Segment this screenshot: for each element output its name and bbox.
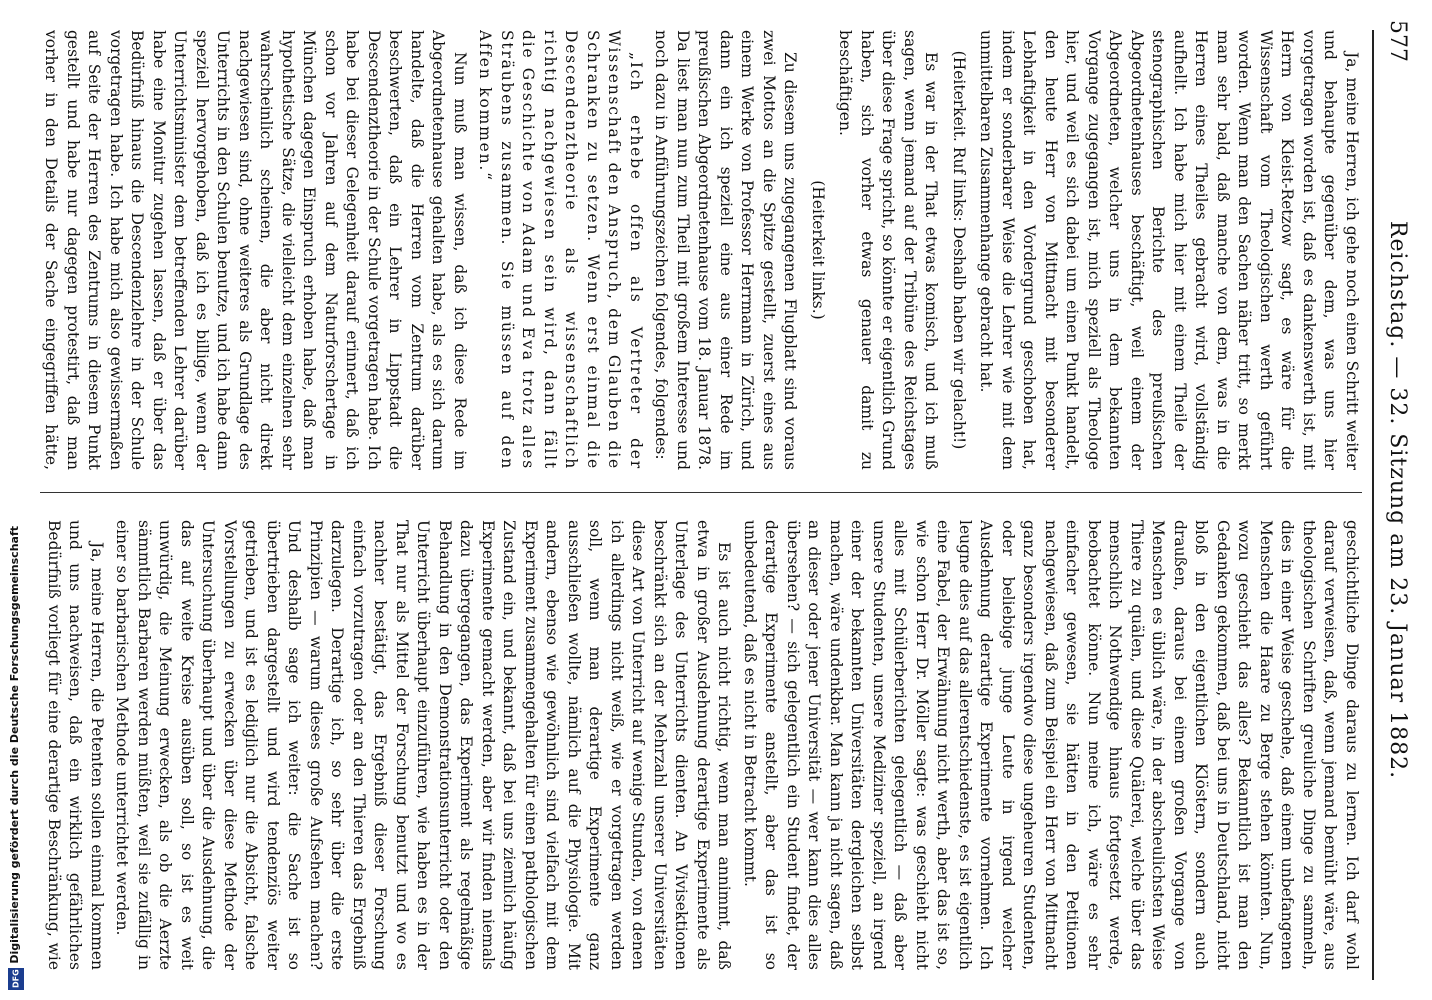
interjection: (Heiterkeit links.) <box>809 180 827 320</box>
quotation: „Ich erhebe offen als Vertreter der Wissenschaft den Anspruch, dem Glauben die Schranken zu setzen. Wenn erst einmal die Descendenztheorie als wissenschaftlich richtig nachgewiesen sein wird, dann fällt die Geschichte von Adam und Eva trotz alles Sträubens zusammen. Sie müssen auf den Affen kommen.“ <box>476 30 645 470</box>
page-title: Reichstag. — 32. Sitzung am 23. Januar 1882. <box>1385 220 1410 780</box>
paragraph: geschichtliche Dinge daraus zu lernen. Ich darf wohl darauf verweisen, daß, wenn jemand bemüht wäre, aus theologischen Schriften greuliche Dinge zu sammeln, dies in einer Weise geschehe, daß einem unbefangenen Menschen die Haare zu Berge stehen könnten. Nun, wozu geschieht das alles? Bekanntlich ist man den Gedanken gekommen, daß bei uns in Deutschland, nicht bloß in den eigentlichen Klöstern, sondern auch draußen, daraus bei einem großen Vorgange von Menschen es üblich wäre, in der abscheulichsten Weise Thiere zu quälen, und diese Quälerei, welche über das menschlich Nothwendige hinaus fortgesetzt werde, beobachtet könne. Nun meine ich, wäre es sehr einfacher gewesen, sie hätten in den Petitionen nachgewiesen, daß zum Beispiel ein Herr von Mittnacht ganz besonders irgendwo diese ungeheuren Studenten, oder beliebige junge Leute in irgend welcher Ausdehnung derartige Experimente vornehmen. Ich leugne dies auf das allerentschiedenste, es ist eigentlich eine Fabel, der Erwähnung nicht werth, aber das ist so, wie schon Herr Dr. Möller sagte: was geschieht nicht alles mit Schülerberichten gelegentlich — daß aber unsere Studenten, unsere Mediziner speziell, an irgend einer der bekannten Universitäten dergleichen selbst machen, wäre undenkbar. Man kann ja nicht sagen, daß an dieser oder jener Universität — wer kann dies alles übersehen? — sich gelegentlich ein Student findet, der derartige Experimente anstellt, aber das ist so unbedeutend, daß es nicht in Betracht kommt. <box>741 520 1361 970</box>
left-column <box>40 30 1362 470</box>
paragraph: Ja, meine Herren, die Petenten sollen einmal kommen und uns nachweisen, daß ein wirklich gefährliches Bedürfniß vorliegt für eine derartige Beschränkung, wie <box>45 520 106 970</box>
paragraph: Es ist auch nicht richtig, wenn man annimmt, daß etwa in großer Ausdehnung derartige Experimente als Unterlage des Unterrichts dienten. An Vivisektionen beschränkt sich an der Mehrzahl unserer Universitäten diese Art von Unterricht auf wenige Stunden, von denen ich allerdings nicht weiß, wie er vorgetragen werden soll, wenn man derartige Experimente ganz ausschließen wollte, nämlich auf die Physiologie. Mit andern, ebenso wie gewöhnlich sind vielfach mit dem Experiment zusammengehalten für einen pathologischen Zustand ein, und bekannt, daß bei uns ziemlich häufig Experimente gemacht werden, aber wir finden niemals dazu übergegangen, das Experiment als regelmäßige Behandlung in den Demonstrationsunterricht oder den Unterricht überhaupt einzuführen, wie haben es in der That nur als Mittel der Forschung benutzt und wo es nachher bestätigt, das Ergebniß dieser Forschung einfach vorzutragen oder an den Thieren das Ergebniß darzulegen. Derartige ich, so sehr über die erste Prinzipien — warum dieses große Aufsehen machen? Und deshalb sage ich weiter: die Sache ist so übertrieben dargestellt und wird tendenziös weiter getrieben, und ist es lediglich nur die Absicht, falsche Vorstellungen zu erwecken über diese Methode der Untersuchung überhaupt und über die Ausdehnung, die das auf weite Kreise ausüben soll, so ist es weit unwürdig, die Meinung erwecken, als ob die Aerzte sämmtlich Barbaren werden müßten, weil sie zufällig in einer so barbarischen Methode unterrichtet werden. <box>113 520 734 970</box>
paragraph: Nun muß man wissen, daß ich diese Rede im Abgeordnetenhause gehalten habe, als es sich darum handelte, daß die Herren vom Zentrum darüber beschwerten, daß ein Lehrer in Lippstadt die Descendenztheorie in der Schule vorgetragen habe. Ich habe bei dieser Gelegenheit darauf erinnert, daß ich schon vor Jahren auf dem Naturforschertage in München dagegen Einspruch erhoben habe, daß man hypothetische Sätze, die vielleicht dem einzelnen sehr wahrscheinlich scheinen, die aber nicht direkt nachgewiesen sind, ohne weiteres als Grundlage des Unterrichts in den Schulen benutze, und ich habe dann speziell hervorgehoben, daß ich es billige, wenn der Unterrichtsminister dem betreffenden Lehrer darüber habe eine Monitur zugehen lassen, daß er über das Bedürfniß hinaus die Descendenzlehre in der Schule vorgetragen habe. Ich habe mich also gewissermaßen auf Seite der Herren des Zentrums in diesem Punkt gestellt und habe nur dagegen protestirt, daß man vorher in den Details der Sache eingegriffen hätte, <box>42 30 469 470</box>
page-number: 577 <box>1385 20 1410 62</box>
paragraph: Es war in der That etwas komisch, und ich muß sagen, wenn jemand auf der Tribüne des Reichstages über diese Frage spricht, so könnte er eigentlich Grund haben, sich vorher etwas genauer damit zu beschäftigen. <box>836 30 941 470</box>
column-divider <box>40 492 1362 493</box>
digitization-credit <box>6 526 28 990</box>
credit-text: Digitalisierung gefördert durch die Deutsche Forschungsgemeinschaft <box>8 526 21 964</box>
page-header <box>1376 0 1416 1000</box>
paragraph: Zu diesem uns zugegangenen Flugblatt sind voraus zwei Mottos an die Spitze gestellt, zuerst eines aus einem Werke von Professor Herrmann in Zürich, und dann ein ich speziell eine aus einer Rede im preußischen Abgeordnetenhause vom 18. Januar 1878. Da liest man nun zum Theil mit großem Interesse und noch dazu in Anführungszeichen folgendes, folgendes: <box>652 30 800 470</box>
paragraph: Ja, meine Herren, ich gehe noch einen Schritt weiter und behaupte gegenüber dem, was uns hier vorgetragen worden ist, daß es dankenswerth ist, mit Herrn von Kleist-Retzow sagt, es wäre für die Wissenschaft vom Theologischen werth geführt worden. Wenn man den Sachen näher tritt, so merkt man sehr bald, daß manche von dem, was in die Herren eines Theiles gebracht wird, vollständig aufhellt. Ich habe mich hier mit einem Theile der stenographischen Berichte des preußischen Abgeordnetenhauses beschäftigt, weil einem der Abgeordneten, welcher uns in dem bekannten Vorgange zugegangen ist, mich speziell als Theologe hier, und weil es sich dabei um einen Punkt handelt, den heute Herr von Mittnacht mit besonderer Lebhaftigkeit in den Vordergrund geschoben hat, indem er sonderbarer Weise die Lehrer wie mit dem unmittelbaren Zusammenhange gebracht hat. <box>977 30 1361 470</box>
right-column <box>40 520 1362 970</box>
dfg-logo: DFG <box>8 968 24 990</box>
header-rule <box>1372 30 1374 980</box>
interjection: (Heiterkeit. Ruf links: Deshalb haben wir gelacht!) <box>950 50 968 450</box>
